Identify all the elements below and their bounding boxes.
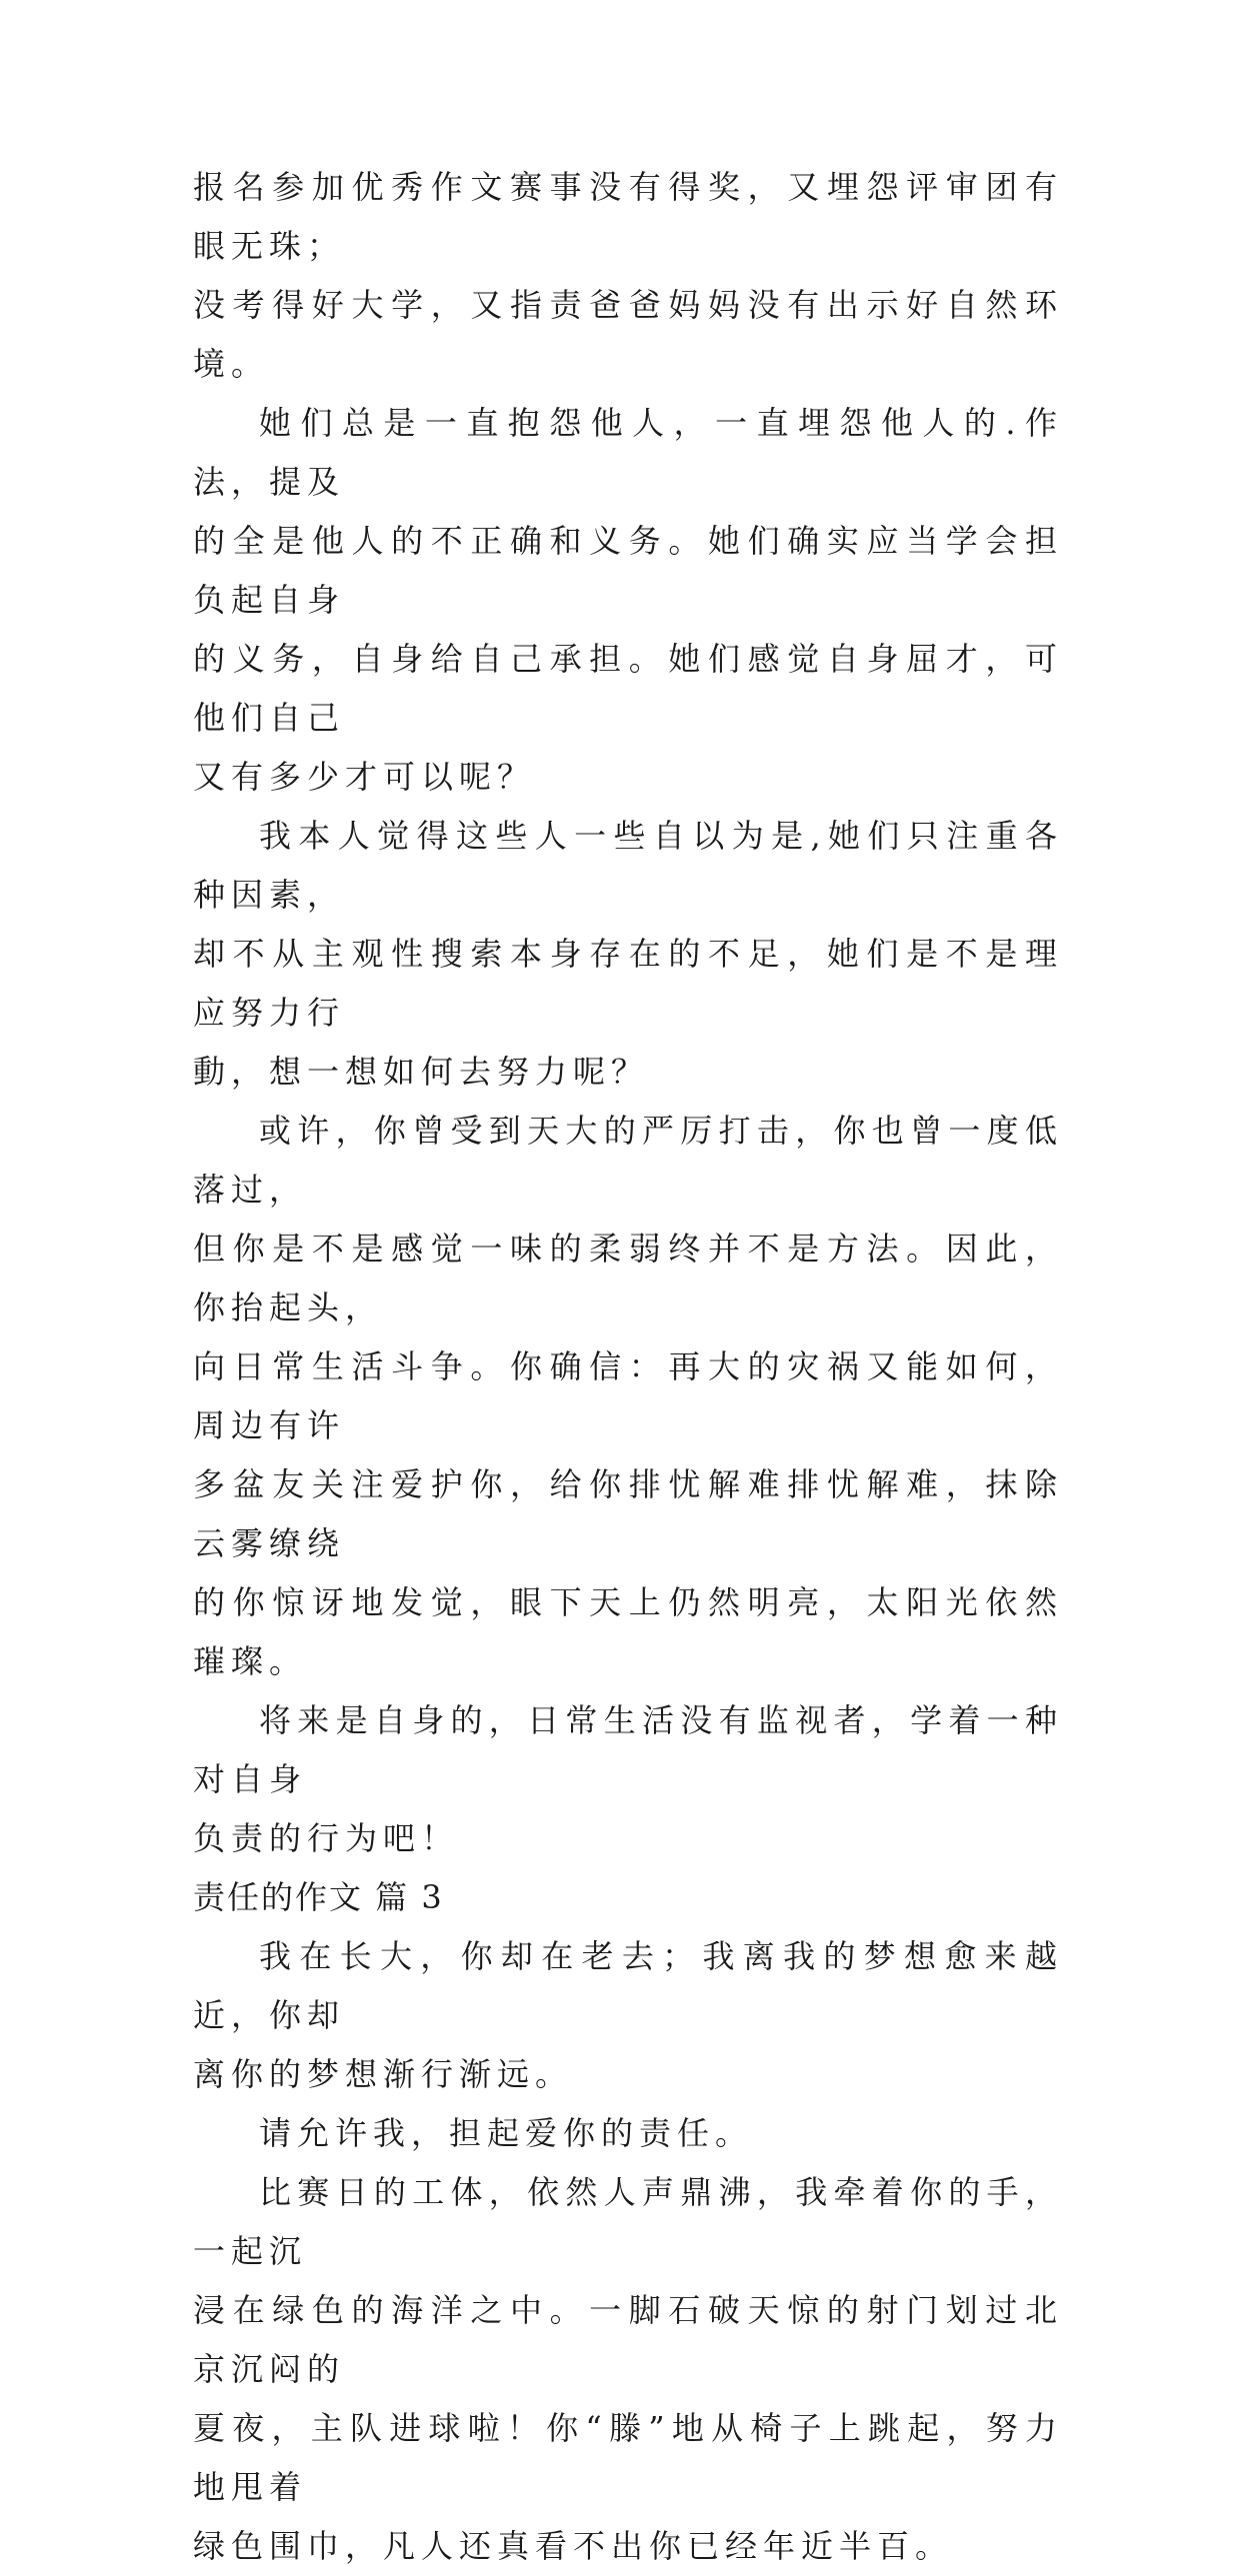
section-heading: 责任的作文 篇 3 xyxy=(193,1878,444,1916)
paragraph-5 xyxy=(193,1691,1063,1868)
paragraph-8 xyxy=(193,2163,1063,2576)
text-line: 我在长大，你却在老去；我离我的梦想愈来越近，你却 xyxy=(193,1937,1063,2034)
text-line: 将来是自身的，日常生活没有监视者，学着一种对自身 xyxy=(193,1701,1063,1798)
text-line: 浸在绿色的海洋之中。一脚石破天惊的射门划过北京沉闷的 xyxy=(193,2291,1063,2388)
text-line: 多盆友关注爱护你，给你排忧解难排忧解难，抹除云雾缭绕 xyxy=(193,1465,1063,1562)
text-line: 却不从主观性搜索本身存在的不足，她们是不是理应努力行 xyxy=(193,935,1063,1032)
text-line: 的义务，自身给自己承担。她们感觉自身屈才，可他们自己 xyxy=(193,640,1063,737)
text-line: 或许，你曾受到天大的严厉打击，你也曾一度低落过， xyxy=(193,1112,1063,1209)
document-body xyxy=(193,158,1063,2576)
text-line: 她们总是一直抱怨他人，一直埋怨他人的.作法，提及 xyxy=(193,404,1063,501)
text-line: 的全是他人的不正确和义务。她们确实应当学会担负起自身 xyxy=(193,522,1063,619)
text-line: 请允许我，担起爱你的责任。 xyxy=(259,2114,754,2152)
text-line: 向日常生活斗争。你确信：再大的灾祸又能如何，周边有许 xyxy=(193,1347,1063,1444)
paragraph-1 xyxy=(193,158,1063,394)
text-line: 動，想一想如何去努力呢？ xyxy=(193,1053,650,1091)
text-line: 我本人觉得这些人一些自以为是,她们只注重各种因素， xyxy=(193,817,1063,914)
paragraph-6 xyxy=(193,1927,1063,2104)
paragraph-2 xyxy=(193,394,1063,807)
text-line: 但你是不是感觉一味的柔弱终并不是方法。因此，你抬起头， xyxy=(193,1230,1063,1326)
paragraph-4 xyxy=(193,1102,1063,1691)
paragraph-7 xyxy=(193,2104,1063,2163)
text-line: 离你的梦想渐行渐远。 xyxy=(193,2055,574,2093)
text-line: 又有多少才可以呢？ xyxy=(193,758,536,796)
text-line: 绿色围巾，凡人还真看不出你已经年近半百。 xyxy=(193,2527,954,2565)
text-line: 负责的行为吧！ xyxy=(193,1819,460,1857)
paragraph-3 xyxy=(193,807,1063,1102)
text-line: 夏夜，主队进球啦！你“滕”地从椅子上跳起，努力地甩着 xyxy=(193,2409,1063,2506)
text-line: 没考得好大学，又指责爸爸妈妈没有出示好自然环境。 xyxy=(193,286,1063,383)
text-line: 的你惊讶地发觉，眼下天上仍然明亮，太阳光依然璀璨。 xyxy=(193,1583,1063,1680)
text-line: 报名参加优秀作文赛事没有得奖，又埋怨评审团有眼无珠； xyxy=(193,168,1063,265)
text-line: 比赛日的工体，依然人声鼎沸，我牵着你的手，一起沉 xyxy=(193,2173,1063,2270)
